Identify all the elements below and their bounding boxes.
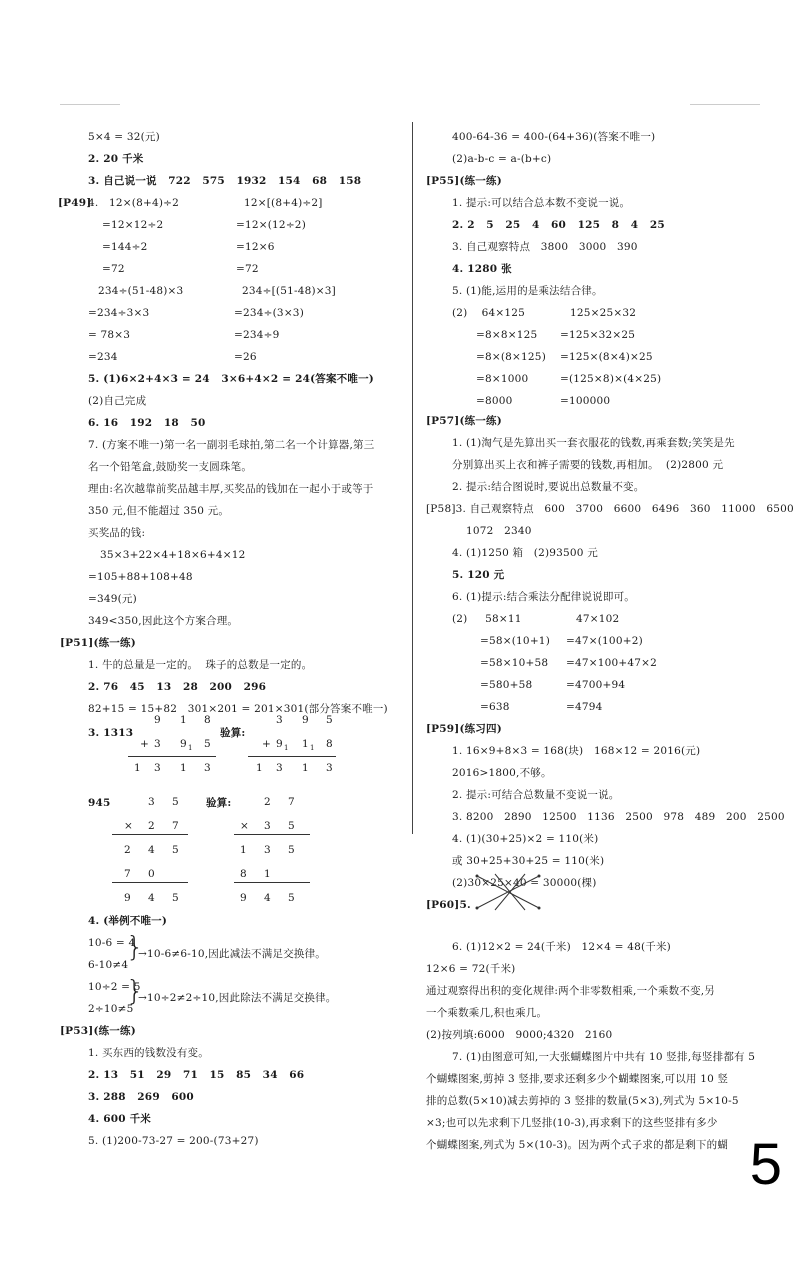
text-line: 2÷10≠5 — [88, 1003, 134, 1015]
text-line: 买奖品的钱: — [88, 527, 146, 539]
text-line: 5. (1)6×2+4×3 = 24 3×6+4×2 = 24(答案不唯一) — [88, 373, 374, 385]
text-line: 一个乘数乘几,积也乘几。 — [426, 1007, 548, 1019]
text-line: =8×8×125 — [476, 329, 538, 341]
text-line: =234÷(3×3) — [234, 307, 304, 319]
digit: 1 — [180, 714, 187, 726]
calc-line — [234, 834, 310, 835]
digit: 9 — [276, 738, 283, 750]
section-heading: [P57](练一练) — [426, 415, 502, 427]
digit: 9 — [154, 714, 161, 726]
text-line: 名一个铅笔盒,鼓励奖一支圆珠笔。 — [88, 461, 253, 473]
text-line: 2. 76 45 13 28 200 296 — [88, 681, 267, 693]
text-line: (2)a-b-c = a-(b+c) — [452, 153, 552, 165]
digit: 1 — [264, 868, 271, 880]
text-line: =12×6 — [236, 241, 275, 253]
text-line: (2)按列填:6000 9000;4320 2160 — [426, 1029, 613, 1041]
text-line: 4. 1280 张 — [452, 263, 512, 275]
digit: 3 — [204, 762, 211, 774]
carry-digit: 1 — [284, 744, 289, 752]
text-line: 4. (1)1250 箱 (2)93500 元 — [452, 547, 598, 559]
section-tag: [P49] — [58, 197, 92, 209]
text-line: =12×(12÷2) — [236, 219, 306, 231]
page-number: 5 — [749, 1132, 782, 1197]
text-line: 6. (1)12×2 = 24(千米) 12×4 = 48(千米) — [452, 941, 671, 953]
digit: 3 — [276, 714, 283, 726]
digit: × — [124, 820, 133, 832]
digit: 3 — [326, 762, 333, 774]
digit: 3 — [264, 820, 271, 832]
text-line: 3. 自己说一说 722 575 1932 154 68 158 — [88, 175, 362, 187]
text-line: 或 30+25+30+25 = 110(米) — [452, 855, 605, 867]
digit: + — [262, 738, 271, 750]
brace-icon: } — [126, 974, 144, 1007]
text-line: 12×6 = 72(千米) — [426, 963, 516, 975]
digit: 3 — [276, 762, 283, 774]
digit: 3 — [154, 762, 161, 774]
text-line: 通过观察得出积的变化规律:两个非零数相乘,一个乘数不变,另 — [426, 985, 716, 997]
text-line: 6. (1)提示:结合乘法分配律说说即可。 — [452, 591, 635, 603]
text-line: =234÷3×3 — [88, 307, 150, 319]
text-line: =47×(100+2) — [566, 635, 643, 647]
matching-lines-diagram — [475, 868, 545, 918]
digit: 0 — [148, 868, 155, 880]
match-dot — [538, 875, 541, 878]
text-line: 2. 13 51 29 71 15 85 34 66 — [88, 1069, 305, 1081]
text-line: 6-10≠4 — [88, 959, 129, 971]
text-line: =125×(8×4)×25 — [560, 351, 653, 363]
text-line: =100000 — [560, 395, 611, 407]
match-dot — [538, 907, 541, 910]
brace-icon: } — [126, 930, 144, 963]
text-line: 4. (举例不唯一) — [88, 915, 168, 927]
text-line: 4. 12×(8+4)÷2 — [88, 197, 180, 209]
digit: 5 — [204, 738, 211, 750]
text-line: =8×(8×125) — [476, 351, 546, 363]
digit: 4 — [148, 844, 155, 856]
text-line: =638 — [480, 701, 510, 713]
text-line: 400-64-36 = 400-(64+36)(答案不唯一) — [452, 131, 656, 143]
text-line: =72 — [236, 263, 259, 275]
digit: 5 — [288, 820, 295, 832]
text-line: 1. 牛的总量是一定的。 珠子的总数是一定的。 — [88, 659, 313, 671]
text-line: 2. 提示:结合图说时,要说出总数量不变。 — [452, 481, 645, 493]
text-line: =58×10+58 — [480, 657, 549, 669]
digit: 8 — [204, 714, 211, 726]
digit: 7 — [288, 796, 295, 808]
text-line: 理由:名次越靠前奖品越丰厚,买奖品的钱加在一起小于或等于 — [88, 483, 374, 495]
text-line: 10÷2 = 5 — [88, 981, 141, 993]
section-heading: [P51](练一练) — [60, 637, 136, 649]
text-line: =72 — [102, 263, 125, 275]
digit: 1 — [302, 762, 309, 774]
digit: 3 — [154, 738, 161, 750]
digit: 5 — [172, 844, 179, 856]
digit: 4 — [148, 892, 155, 904]
text-line: 234÷[(51-48)×3] — [242, 285, 336, 297]
digit: 5 — [326, 714, 333, 726]
text-line: 1. 16×9+8×3 = 168(块) 168×12 = 2016(元) — [452, 745, 701, 757]
text-line: 排的总数(5×10)减去剪掉的 3 竖排的数量(5×3),列式为 5×10-5 — [426, 1095, 739, 1107]
calc-line — [112, 834, 188, 835]
text-line: =349(元) — [88, 593, 137, 605]
text-line: 4. (1)(30+25)×2 = 110(米) — [452, 833, 599, 845]
check-label: 验算: — [206, 797, 232, 809]
check-label: 验算: — [220, 727, 246, 739]
text-line: 6. 16 192 18 50 — [88, 417, 206, 429]
text-line: 5. 120 元 — [452, 569, 505, 581]
text-line: 1. (1)淘气是先算出买一套衣服花的钱数,再乘套数;笑笑是先 — [452, 437, 735, 449]
text-line: =105+88+108+48 — [88, 571, 193, 583]
match-dot — [476, 875, 479, 878]
text-line: 3. 8200 2890 12500 1136 2500 978 489 200 2500 — [452, 811, 785, 823]
digit: 1 — [134, 762, 141, 774]
text-line: 1. 买东西的钱数没有变。 — [88, 1047, 209, 1059]
text-line: (2) 64×125 — [452, 307, 526, 319]
digit: 1 — [256, 762, 263, 774]
digit: 2 — [124, 844, 131, 856]
text-line: 82+15 = 15+82 301×201 = 201×301(部分答案不唯一) — [88, 703, 388, 715]
text-line: =580+58 — [480, 679, 533, 691]
text-line: =8×1000 — [476, 373, 529, 385]
digit: 9 — [240, 892, 247, 904]
text-line: 5×4 = 32(元) — [88, 131, 160, 143]
text-line: 3. 自己观察特点 3800 3000 390 — [452, 241, 638, 253]
text-line: =234 — [88, 351, 118, 363]
digit: × — [240, 820, 249, 832]
text-line: (2)自己完成 — [88, 395, 147, 407]
digit: 9 — [302, 714, 309, 726]
text-line: ×3;也可以先求剩下几竖排(10-3),再求剩下的这些竖排有多少 — [426, 1117, 718, 1129]
text-line: 35×3+22×4+18×6+4×12 — [100, 549, 246, 561]
text-line: 5. (1)能,运用的是乘法结合律。 — [452, 285, 603, 297]
digit: 1 — [240, 844, 247, 856]
digit: 3 — [148, 796, 155, 808]
calc-line — [112, 882, 188, 883]
digit: 9 — [124, 892, 131, 904]
text-line: =234÷9 — [234, 329, 280, 341]
text-line: 7. (1)由图意可知,一大张蝴蝶图片中共有 10 竖排,每竖排都有 5 — [452, 1051, 756, 1063]
text-line: =4794 — [566, 701, 603, 713]
digit: 7 — [172, 820, 179, 832]
digit: 1 — [180, 762, 187, 774]
digit: 2 — [148, 820, 155, 832]
section-heading: [P59](练习四) — [426, 723, 502, 735]
text-line: 3. 1313 — [88, 727, 134, 739]
digit: + — [140, 738, 149, 750]
text-line: 5. (1)200-73-27 = 200-(73+27) — [88, 1135, 259, 1147]
text-line: =4700+94 — [566, 679, 626, 691]
text-line: 12×[(8+4)÷2] — [244, 197, 323, 209]
text-line: =125×32×25 — [560, 329, 636, 341]
digit: 5 — [172, 796, 179, 808]
digit: 3 — [264, 844, 271, 856]
digit: 5 — [288, 892, 295, 904]
text-line: 1072 2340 — [466, 525, 532, 537]
digit: 7 — [124, 868, 131, 880]
text-line: =144÷2 — [102, 241, 148, 253]
text-line: 7. (方案不唯一)第一名一副羽毛球拍,第二名一个计算器,第三 — [88, 439, 375, 451]
text-line: =26 — [234, 351, 257, 363]
text-line: =(125×8)×(4×25) — [560, 373, 662, 385]
text-line: 个蝴蝶图案,列式为 5×(10-3)。因为两个式子求的都是剩下的蝴 — [426, 1139, 729, 1151]
text-line: 4. 600 千米 — [88, 1113, 151, 1125]
digit: 9 — [180, 738, 187, 750]
scan-mark — [690, 104, 760, 105]
carry-digit: 1 — [310, 744, 315, 752]
text-line: 945 — [88, 797, 111, 809]
text-line: =8000 — [476, 395, 513, 407]
text-line: (2) 58×11 — [452, 613, 522, 625]
text-line: 2. 20 千米 — [88, 153, 144, 165]
text-line: =58×(10+1) — [480, 635, 550, 647]
text-line: 10-6 = 4 — [88, 937, 136, 949]
scan-mark — [60, 104, 120, 105]
text-line: 2. 提示:可结合总数量不变说一说。 — [452, 789, 620, 801]
text-line: (2)30×25×40 = 30000(棵) — [452, 877, 597, 889]
calc-line — [248, 756, 336, 757]
text-line: 234÷(51-48)×3 — [98, 285, 184, 297]
calc-line — [128, 756, 216, 757]
text-line: →10÷2≠2÷10,因此除法不满足交换律。 — [138, 992, 337, 1004]
section-heading: [P55](练一练) — [426, 175, 502, 187]
digit: 8 — [240, 868, 247, 880]
match-dot — [476, 907, 479, 910]
digit: 2 — [264, 796, 271, 808]
digit: 1 — [302, 738, 309, 750]
text-line: 个蝴蝶图案,剪掉 3 竖排,要求还剩多少个蝴蝶图案,可以用 10 竖 — [426, 1073, 729, 1085]
column-divider — [412, 122, 413, 834]
section-heading: [P53](练一练) — [60, 1025, 136, 1037]
text-line: = 78×3 — [88, 329, 131, 341]
text-line: →10-6≠6-10,因此减法不满足交换律。 — [138, 948, 327, 960]
text-line: 2016>1800,不够。 — [452, 767, 552, 779]
text-line: 2. 2 5 25 4 60 125 8 4 25 — [452, 219, 665, 231]
text-line: 349<350,因此这个方案合理。 — [88, 615, 239, 627]
calc-line — [234, 882, 310, 883]
text-line: =12×12÷2 — [102, 219, 164, 231]
section-tag: [P60]5. — [426, 899, 471, 911]
text-line: [P58]3. 自己观察特点 600 3700 6600 6496 360 11000 6500 — [426, 503, 794, 515]
digit: 4 — [264, 892, 271, 904]
text-line: =47×100+47×2 — [566, 657, 658, 669]
digit: 5 — [288, 844, 295, 856]
text-line: 1. 提示:可以结合总本数不变说一说。 — [452, 197, 631, 209]
text-line: 3. 288 269 600 — [88, 1091, 194, 1103]
carry-digit: 1 — [188, 744, 193, 752]
text-line: 分别算出买上衣和裤子需要的钱数,再相加。 (2)2800 元 — [452, 459, 724, 471]
digit: 8 — [326, 738, 333, 750]
text-line: 47×102 — [576, 613, 620, 625]
text-line: 350 元,但不能超过 350 元。 — [88, 505, 230, 517]
digit: 5 — [172, 892, 179, 904]
text-line: 125×25×32 — [570, 307, 637, 319]
